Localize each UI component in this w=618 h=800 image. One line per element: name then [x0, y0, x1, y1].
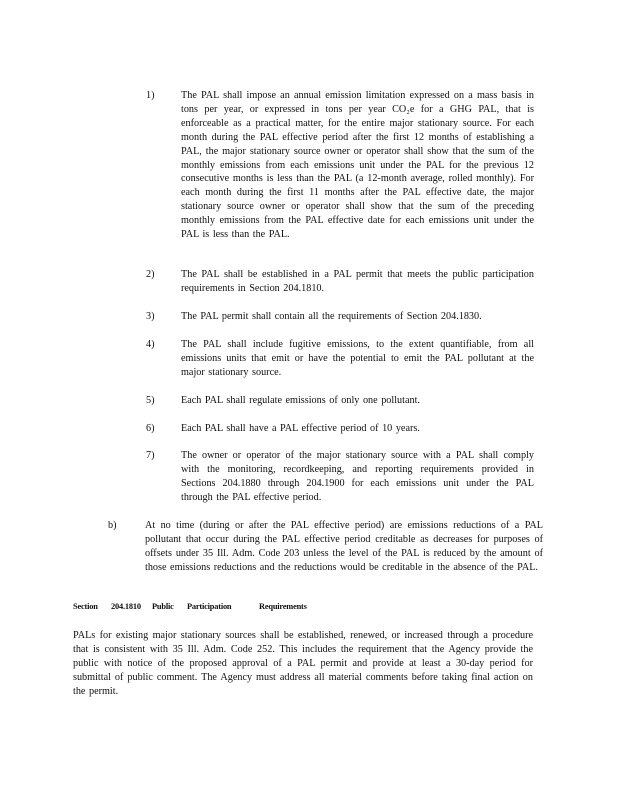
item-number-3: 3): [146, 311, 155, 322]
item-text-5: Each PAL shall regulate emissions of only one pollutant.: [181, 395, 420, 406]
item-number-7: 7): [146, 450, 155, 461]
subsection-b-text: At no time (during or after the PAL effective period) are emissions reductions of a PAL pollutant that occur during the PAL effective period creditable as decreases for purposes of offsets under 35 Ill. Adm. Code 203 unless the level of the PAL is reduced by the amount of those emissions reductions and the reductions would be creditable in the absence of the PAL.: [145, 520, 543, 573]
subsection-b-label: b): [108, 520, 117, 531]
item-number-4: 4): [146, 339, 155, 350]
item-number-1: 1): [146, 90, 155, 101]
item-number-6: 6): [146, 423, 155, 434]
section-title-word-1: Public: [152, 602, 174, 611]
item-text-4: The PAL shall include fugitive emissions, to the extent quantifiable, from all emissions units that emit or have the potential to emit the PAL pollutant at the major stationary source.: [181, 339, 534, 378]
section-title-word-3: Requirements: [259, 602, 307, 611]
section-number: 204.1810: [111, 602, 141, 611]
item-number-2: 2): [146, 269, 155, 280]
item-text-1: The PAL shall impose an annual emission limitation expressed on a mass basis in tons per year, or expressed in tons per year CO₂e for a GHG PAL, that is enforceable as a practical matter, for the entire major stationary source. For each month during the PAL effective period after the first 12 months of establishing a PAL, the major stationary source owner or operator shall show that the sum of the monthly emissions from each emissions unit under the PAL for the previous 12 consecutive months is less than the PAL (a 12-month average, rolled monthly). For each month during the first 11 months after the PAL effective date, the major stationary source owner or operator shall show that the sum of the preceding monthly emissions from the PAL effective date for each emissions unit under the PAL is less than the PAL.: [181, 90, 534, 241]
section-body-paragraph: PALs for existing major stationary sources shall be established, renewed, or increased through a procedure that is consistent with 35 Ill. Adm. Code 252. This includes the requirement that the Agency provide the public with notice of the proposed approval of a PAL permit and provide at least a 30-day period for submittal of public comment. The Agency must address all material comments before taking final action on the permit.: [73, 630, 533, 697]
item-text-2: The PAL shall be established in a PAL permit that meets the public participation requirements in Section 204.1810.: [181, 269, 534, 294]
section-title-word-2: Participation: [187, 602, 232, 611]
section-label: Section: [73, 602, 98, 611]
item-text-7: The owner or operator of the major stationary source with a PAL shall comply with the monitoring, recordkeeping, and reporting requirements provided in Sections 204.1880 through 204.1900 for each emissions unit under the PAL through the PAL effective period.: [181, 450, 534, 503]
item-text-6: Each PAL shall have a PAL effective period of 10 years.: [181, 423, 420, 434]
item-number-5: 5): [146, 395, 155, 406]
item-text-3: The PAL permit shall contain all the requirements of Section 204.1830.: [181, 311, 482, 322]
section-heading: [73, 602, 307, 611]
